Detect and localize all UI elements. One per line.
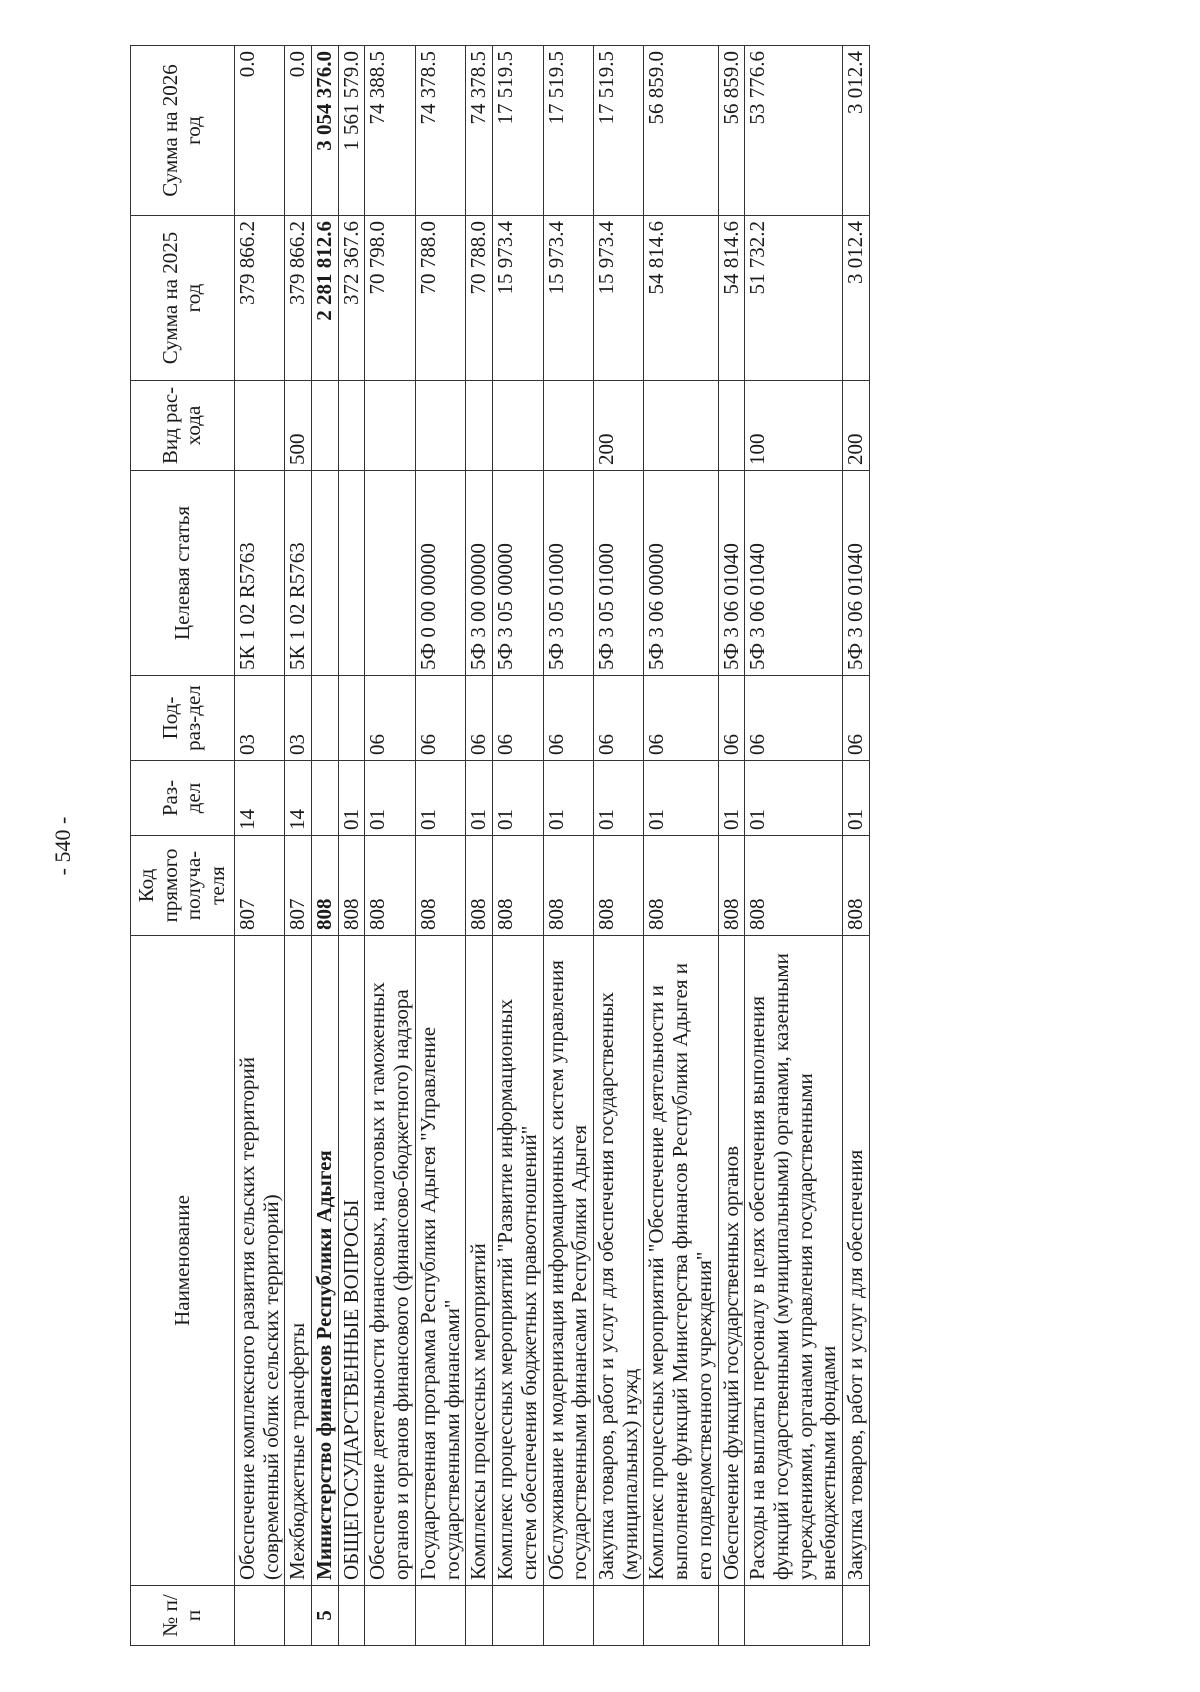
cell-sum-2025: 54 814.6	[644, 216, 718, 381]
table-row	[493, 46, 543, 1646]
cell-name: Обеспечение функций государственных органов	[718, 936, 745, 1586]
cell-subsection: 06	[843, 676, 870, 761]
cell-expense-type: 100	[745, 381, 843, 471]
cell-num	[234, 1586, 284, 1646]
cell-name: Комплекс процессных мероприятий "Обеспечение деятельности и выполнение функций Министерства финансов Республики Адыгея и его подведомственного учреждения"	[644, 936, 718, 1586]
cell-sum-2026: 3 012.4	[843, 46, 870, 216]
header-name: Наименование	[131, 936, 235, 1586]
table-row	[843, 46, 870, 1646]
table-row	[234, 46, 284, 1646]
table-row	[365, 46, 415, 1646]
cell-name: Закупка товаров, работ и услуг для обеспечения	[843, 936, 870, 1586]
cell-target: 5Ф 3 05 00000	[493, 471, 543, 676]
cell-target: 5Ф 3 05 01000	[593, 471, 643, 676]
cell-section: 01	[493, 761, 543, 836]
cell-expense-type	[338, 381, 365, 471]
header-subsection: Под-раз-дел	[131, 676, 235, 761]
cell-subsection: 06	[466, 676, 493, 761]
cell-name: Обеспечение деятельности финансовых, налоговых и таможенных органов и органов финансового (финансово-бюджетного) надзора	[365, 936, 415, 1586]
cell-num	[415, 1586, 465, 1646]
table-header	[131, 46, 235, 1646]
cell-section	[312, 761, 339, 836]
cell-sum-2026: 17 519.5	[543, 46, 593, 216]
table-row	[543, 46, 593, 1646]
cell-num: 5	[312, 1586, 339, 1646]
cell-target: 5К 1 02 R5763	[285, 471, 312, 676]
document-page	[40, 46, 1160, 1646]
cell-section: 01	[365, 761, 415, 836]
cell-sum-2026: 56 859.0	[644, 46, 718, 216]
cell-section: 01	[543, 761, 593, 836]
table-row	[415, 46, 465, 1646]
cell-expense-type: 200	[593, 381, 643, 471]
cell-code: 807	[285, 836, 312, 936]
cell-section: 14	[234, 761, 284, 836]
cell-sum-2025: 15 973.4	[593, 216, 643, 381]
cell-subsection: 06	[415, 676, 465, 761]
cell-section: 14	[285, 761, 312, 836]
cell-target: 5Ф 0 00 00000	[415, 471, 465, 676]
cell-sum-2025: 15 973.4	[493, 216, 543, 381]
cell-sum-2026: 56 859.0	[718, 46, 745, 216]
cell-num	[338, 1586, 365, 1646]
cell-num	[285, 1586, 312, 1646]
cell-subsection: 06	[644, 676, 718, 761]
table-row	[285, 46, 312, 1646]
cell-name: Государственная программа Республики Адыгея "Управление государственными финансами"	[415, 936, 465, 1586]
cell-code: 808	[644, 836, 718, 936]
cell-expense-type	[718, 381, 745, 471]
cell-code: 808	[312, 836, 339, 936]
cell-subsection: 06	[718, 676, 745, 761]
cell-subsection: 06	[745, 676, 843, 761]
cell-section: 01	[415, 761, 465, 836]
cell-code: 808	[338, 836, 365, 936]
cell-name: Министерство финансов Республики Адыгея	[312, 936, 339, 1586]
cell-subsection: 06	[365, 676, 415, 761]
header-code: Код прямого получа-теля	[131, 836, 235, 936]
cell-name: Обеспечение комплексного развития сельских территорий (современный облик сельских территорий)	[234, 936, 284, 1586]
header-sum-2025: Сумма на 2025 год	[131, 216, 235, 381]
cell-name: Обслуживание и модернизация информационных систем управления государственными финансами Республики Адыгея	[543, 936, 593, 1586]
cell-num	[718, 1586, 745, 1646]
cell-num	[644, 1586, 718, 1646]
cell-num	[365, 1586, 415, 1646]
cell-code: 808	[843, 836, 870, 936]
cell-section: 01	[593, 761, 643, 836]
cell-expense-type	[644, 381, 718, 471]
table-row	[593, 46, 643, 1646]
cell-code: 808	[493, 836, 543, 936]
cell-code: 808	[718, 836, 745, 936]
cell-sum-2026: 3 054 376.0	[312, 46, 339, 216]
cell-code: 807	[234, 836, 284, 936]
cell-sum-2025: 379 866.2	[285, 216, 312, 381]
cell-section: 01	[466, 761, 493, 836]
cell-expense-type	[493, 381, 543, 471]
cell-sum-2025: 379 866.2	[234, 216, 284, 381]
cell-num	[493, 1586, 543, 1646]
cell-num	[593, 1586, 643, 1646]
cell-subsection: 06	[593, 676, 643, 761]
cell-target: 5Ф 3 06 01040	[843, 471, 870, 676]
cell-subsection: 03	[234, 676, 284, 761]
cell-code: 808	[466, 836, 493, 936]
cell-sum-2026: 17 519.5	[493, 46, 543, 216]
cell-name: Комплекс процессных мероприятий "Развитие информационных систем обеспечения бюджетных правоотношений"	[493, 936, 543, 1586]
cell-sum-2026: 0.0	[234, 46, 284, 216]
cell-name: Расходы на выплаты персоналу в целях обеспечения выполнения функций государственными (муниципальными) органами, казенными учреждениями, органами управления государственными внебюджетными фондами	[745, 936, 843, 1586]
table-row	[718, 46, 745, 1646]
header-num: № п/п	[131, 1586, 235, 1646]
cell-section: 01	[745, 761, 843, 836]
cell-num	[466, 1586, 493, 1646]
cell-subsection: 03	[285, 676, 312, 761]
cell-target: 5Ф 3 06 00000	[644, 471, 718, 676]
cell-num	[543, 1586, 593, 1646]
cell-sum-2025: 70 798.0	[365, 216, 415, 381]
cell-expense-type: 500	[285, 381, 312, 471]
cell-section: 01	[718, 761, 745, 836]
cell-subsection	[338, 676, 365, 761]
cell-sum-2025: 51 732.2	[745, 216, 843, 381]
cell-name: Закупка товаров, работ и услуг для обеспечения государственных (муниципальных) нужд	[593, 936, 643, 1586]
cell-subsection	[312, 676, 339, 761]
cell-code: 808	[593, 836, 643, 936]
cell-target: 5Ф 3 06 01040	[718, 471, 745, 676]
cell-section: 01	[843, 761, 870, 836]
cell-code: 808	[415, 836, 465, 936]
cell-expense-type: 200	[843, 381, 870, 471]
cell-expense-type	[543, 381, 593, 471]
cell-expense-type	[466, 381, 493, 471]
cell-target: 5Ф 3 06 01040	[745, 471, 843, 676]
cell-expense-type	[365, 381, 415, 471]
cell-sum-2026: 1 561 579.0	[338, 46, 365, 216]
header-sum-2026: Сумма на 2026 год	[131, 46, 235, 216]
header-section: Раз-дел	[131, 761, 235, 836]
cell-sum-2026: 0.0	[285, 46, 312, 216]
cell-sum-2025: 54 814.6	[718, 216, 745, 381]
cell-section: 01	[338, 761, 365, 836]
cell-sum-2025: 2 281 812.6	[312, 216, 339, 381]
cell-sum-2026: 74 388.5	[365, 46, 415, 216]
cell-name: Комплексы процессных мероприятий	[466, 936, 493, 1586]
cell-sum-2025: 372 367.6	[338, 216, 365, 381]
cell-sum-2026: 17 519.5	[593, 46, 643, 216]
cell-target: 5Ф 3 00 00000	[466, 471, 493, 676]
cell-sum-2025: 70 788.0	[415, 216, 465, 381]
cell-expense-type	[234, 381, 284, 471]
cell-sum-2025: 70 788.0	[466, 216, 493, 381]
cell-sum-2026: 74 378.5	[415, 46, 465, 216]
cell-target: 5К 1 02 R5763	[234, 471, 284, 676]
table-row	[312, 46, 339, 1646]
table-row	[644, 46, 718, 1646]
cell-target	[312, 471, 339, 676]
cell-code: 808	[745, 836, 843, 936]
cell-num	[745, 1586, 843, 1646]
table-body	[234, 46, 869, 1646]
cell-target	[365, 471, 415, 676]
table-row	[745, 46, 843, 1646]
cell-num	[843, 1586, 870, 1646]
cell-code: 808	[543, 836, 593, 936]
page-number: - 540 -	[50, 816, 75, 876]
table-row	[466, 46, 493, 1646]
cell-name: ОБЩЕГОСУДАРСТВЕННЫЕ ВОПРОСЫ	[338, 936, 365, 1586]
cell-sum-2026: 53 776.6	[745, 46, 843, 216]
cell-subsection: 06	[493, 676, 543, 761]
header-target: Целевая статья	[131, 471, 235, 676]
cell-sum-2025: 3 012.4	[843, 216, 870, 381]
cell-sum-2026: 74 378.5	[466, 46, 493, 216]
budget-table	[130, 45, 870, 1646]
cell-target: 5Ф 3 05 01000	[543, 471, 593, 676]
cell-expense-type	[415, 381, 465, 471]
cell-subsection: 06	[543, 676, 593, 761]
cell-section: 01	[644, 761, 718, 836]
cell-sum-2025: 15 973.4	[543, 216, 593, 381]
cell-name: Межбюджетные трансферты	[285, 936, 312, 1586]
cell-code: 808	[365, 836, 415, 936]
header-expense-type: Вид рас-хода	[131, 381, 235, 471]
cell-expense-type	[312, 381, 339, 471]
cell-target	[338, 471, 365, 676]
table-row	[338, 46, 365, 1646]
